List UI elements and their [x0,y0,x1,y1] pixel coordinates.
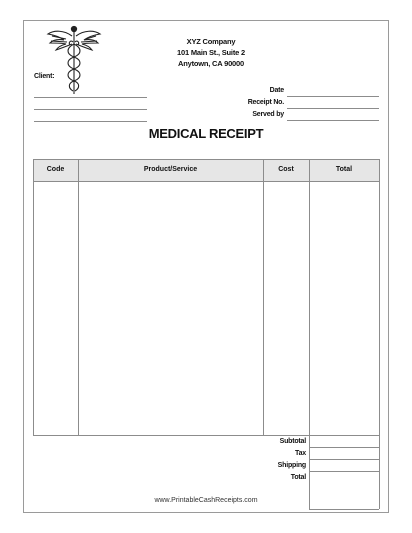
served-by-field[interactable] [287,120,379,121]
receipt-no-field[interactable] [287,108,379,109]
date-label: Date [269,87,284,94]
subtotal-label: Subtotal [279,438,306,445]
receipt-no-label: Receipt No. [247,99,284,106]
table-top-border [33,159,379,160]
shipping-field[interactable] [309,471,379,472]
column-header-cost: Cost [278,166,294,173]
client-line-2[interactable] [34,109,147,110]
footer-url[interactable]: www.PrintableCashReceipts.com [154,497,258,504]
column-header-code: Code [46,166,65,173]
tax-label: Tax [295,450,306,457]
table-left-border [33,159,34,435]
company-address-line2: Anytown, CA 90000 [178,59,244,68]
shipping-label: Shipping [277,462,306,469]
table-bottom-border [33,435,379,436]
company-name: XYZ Company [186,37,236,46]
total-label: Total [290,474,306,481]
subtotal-field[interactable] [309,447,379,448]
receipt-title: MEDICAL RECEIPT [148,126,264,141]
tax-field[interactable] [309,459,379,460]
column-divider-cost [309,159,310,435]
table-header-bottom [33,181,379,182]
column-header-product-service: Product/Service [143,166,198,173]
served-by-label: Served by [252,111,284,118]
client-line-1[interactable] [34,97,147,98]
client-label: Client: [34,73,55,80]
company-address-line1: 101 Main St., Suite 2 [177,48,245,57]
table-right-border [379,159,380,509]
total-field[interactable] [309,509,379,510]
column-divider-code [78,159,79,435]
date-field[interactable] [287,96,379,97]
client-line-3[interactable] [34,121,147,122]
column-divider-product [263,159,264,435]
column-header-total: Total [335,166,353,173]
